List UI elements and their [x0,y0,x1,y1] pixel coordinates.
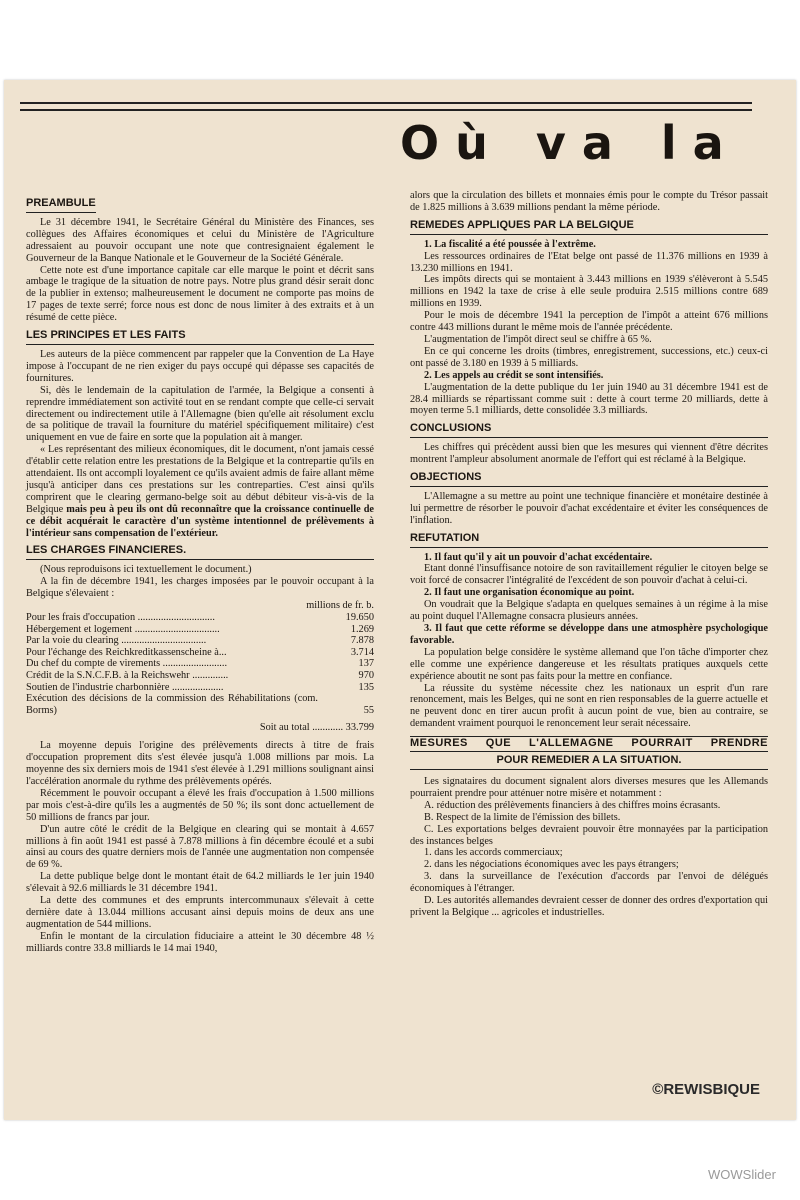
newspaper-page [4,80,796,1120]
paragraph: La moyenne depuis l'origine des prélèvements directs à titre de frais d'occupation proprement dits s'est élevée jusqu'à 1.008 millions par mois. La moyenne des six derniers mois de 1941 s'est élevée à 1.291 millions soulignant ainsi l'accélération anormale du rythme des prélèvements opérés. [26,740,374,787]
table-row: Pour l'échange des Reichkreditkassenscheine à... 3.714 [26,646,374,658]
paragraph: Si, dès le lendemain de la capitulation de l'armée, la Belgique a consenti à reprendre immédiatement son activité tout en se rendant compte que celle-ci servait directement ou indirectement utile à l'Allemagne (bien qu'elle ait résolument exclu de sa politique de travail la fourniture du matériel spécifiquement militaire) c'est uniquement en vue de faire en sorte que la population ait à manger. [26,384,374,444]
right-column [410,190,768,919]
table-row: Crédit de la S.N.C.F.B. à la Reichswehr .............. 970 [26,669,374,681]
subhead: 1. Il faut qu'il y ait un pouvoir d'achat excédentaire. [424,551,653,563]
paragraph: La population belge considère le système allemand que l'on tâche d'importer chez elle comme une expérience dangereuse et les résultats pratiques auxquels cette expérience aboutit ne sont pas faits pour la mettre en confiance. [410,646,768,682]
paragraph: (Nous reproduisons ici textuellement le document.) [40,564,252,576]
section-title-preambule: PREAMBULE [26,198,96,213]
headline: Où va la [400,116,740,170]
section-title-conclusions: CONCLUSIONS [410,423,768,438]
paragraph: Cette note est d'une importance capitale car elle marque le point et décrit sans ambage le tragique de la situation de notre pays. Notre plus grand désir serait donc de la publier in extenso; malheureusement le document ne comporte pas moins de 17 pages de texte serré; force nous est donc de nous limiter à des extraits et à un résumé de cette pièce. [26,264,374,324]
paragraph: La dette publique belge dont le montant était de 64.2 milliards le 1er juin 1940 s'élevait à 92.6 milliards le 31 décembre 1941. [26,871,374,895]
paragraph: alors que la circulation des billets et monnaies émis pour le compte du Trésor passait de 1.825 millions à 3.639 millions pendant la même période. [410,190,768,213]
top-rule [20,102,752,111]
paragraph: On voudrait que la Belgique s'adapta en quelques semaines à un régime à la mise au point duquel l'Allemagne consacra plusieurs années. [410,599,768,623]
left-column [26,192,374,955]
table-row: Du chef du compte de virements ......................... 137 [26,658,374,670]
list-item: C. Les exportations belges devraient pouvoir être monnayées par la participation des instances belges [410,823,768,847]
table-row: Par la voie du clearing ................................. 7.878 [26,635,374,647]
section-title-charges: LES CHARGES FINANCIERES. [26,545,374,560]
paragraph: Récemment le pouvoir occupant a élevé les frais d'occupation à 1.500 millions par mois c'est-à-dire qu'ils les a augmentés de 50 %; ils sont donc actuellement de 50 millions de francs par jour. [26,787,374,823]
total-line: Soit au total ............ 33.799 [259,722,374,734]
paragraph: « Les représentant des milieux économiques, dit le document, n'ont jamais cessé d'établir cette relation entre les prestations de la Belgique et la contrepartie qu'ils en attendaient. Ils ont accompli loyalement ce qu'ils avaient admis de faire allant même jusqu'à anticiper dans ces prestations sur les contreparties. C'est ainsi qu'ils comprirent que le clearing germano-belge soit au début débiteur vis-à-vis de la Belgique mais peu à peu ils ont dû reconnaître que la croissance continuelle de ce débit acquérait le caractère d'un système intentionnel de prélèvements à l'intérieur sans compensation de l'extérieur. [26,444,375,539]
section-title-objections: OBJECTIONS [410,472,768,487]
paragraph: Les auteurs de la pièce commencent par rappeler que la Convention de La Haye impose à l'occupant de ne rien exiger du pays occupé qui dépasse ses capacités de fournitures. [26,348,374,384]
paragraph: Les impôts directs qui se montaient à 3.443 millions en 1939 s'élèveront à 5.545 millions en 1942 la taxe de crise à elle seule produira 2.515 millions contre 689 millions en 1939. [410,274,768,310]
paragraph: En ce qui concerne les droits (timbres, enregistrement, successions, etc.) ceux-ci ont passé de 3.180 en 1939 à 5 milliards. [410,345,768,369]
paragraph: A la fin de décembre 1941, les charges imposées par le pouvoir occupant à la Belgique s'élevaient : [26,576,374,600]
section-title-refutation: REFUTATION [410,533,768,548]
bold-passage: mais peu à peu ils ont dû reconnaître que la croissance continuelle de ce débit acquérait le caractère d'un système intentionnel de prélèvements à l'intérieur sans compensation de l'extérieur. [26,503,375,539]
subhead: 3. Il faut que cette réforme se développe dans une atmosphère psychologique favorable. [410,623,768,646]
charges-table [26,612,374,716]
list-item: 2. dans les négociations économiques avec les pays étrangers; [424,859,679,871]
paragraph: Enfin le montant de la circulation fiduciaire a atteint le 30 décembre 48 ½ milliards contre 33.8 milliards le 14 mai 1940, [26,930,374,954]
table-row: Hébergement et logement ................................. 1.269 [26,623,374,635]
subhead: 2. Il faut une organisation économique au point. [424,587,635,599]
paragraph: Pour le mois de décembre 1941 la perception de l'impôt a atteint 676 millions contre 443 millions durant le même mois de l'année précédente. [410,310,768,334]
paragraph: Le 31 décembre 1941, le Secrétaire Général du Ministère des Finances, ses collègues des Affaires économiques et celui du Ministère de l'Agriculture adressaient au pouvoir occupant une note que contresignaient également le Gouverneur de la Banque Nationale et le Gouverneur de la Société Générale. [26,216,374,264]
paragraph: L'Allemagne a su mettre au point une technique financière et monétaire destinée à lui permettre de résorber le pouvoir d'achat excédentaire et éviter les conséquences de l'inflation. [410,490,768,526]
table-row: Exécution des décisions de la commission des Réhabilitations (com. Borms) 55 [26,693,374,716]
list-item: 3. dans la surveillance de l'exécution d'accords par l'envoi de délégués économiques à l'étranger. [410,871,768,895]
watermark: ©REWISBIQUE [652,1081,760,1098]
paragraph: Les ressources ordinaires de l'Etat belge ont passé de 11.376 millions en 1939 à 13.230 millions en 1941. [410,250,768,274]
subhead: 1. La fiscalité a été poussée à l'extrême. [424,238,596,250]
table-row: Soutien de l'industrie charbonnière .................... 135 [26,681,374,693]
list-item: A. réduction des prélèvements financiers à des chiffres moins écrasants. [424,799,721,811]
table-row: Pour les frais d'occupation .............................. 19.650 [26,612,374,623]
slider-badge[interactable]: WOWSlider [708,1167,776,1182]
paragraph: Etant donné l'insuffisance notoire de son ravitaillement régulier le citoyen belge se voit forcé de consacrer l'intégralité de l'excédent de son pouvoir d'achat à celui-ci. [410,563,768,587]
paragraph: L'augmentation de l'impôt direct seul se chiffre à 65 %. [424,333,652,345]
paragraph: La dette des communes et des emprunts intercommunaux s'élevait à cette dernière date à 13.044 millions accusant ainsi depuis moins de deux ans une augmentation de 544 millions. [26,895,374,930]
paragraph: La réussite du système nécessite chez les nationaux un esprit d'un rare renoncement, mais les Belges, qui ne sont en rien responsables de la guerre actuelle et ne peuvent donc en tirer aucun profit à aucun point de vue, bien au contraire, se demandent vraiment pourquoi le renoncement leur serait nécessaire. [410,682,768,730]
section-title-remedes: REMEDES APPLIQUES PAR LA BELGIQUE [410,220,768,235]
list-item: 1. dans les accords commerciaux; [424,847,563,859]
section-subtitle-mesures: POUR REMEDIER A LA SITUATION. [410,755,768,770]
paragraph: D'un autre côté le crédit de la Belgique en clearing qui se montait à 4.657 millions à fin août 1941 est passé à 7.878 millions à fin décembre écoulé et a subi ainsi au cours des quatre derniers mois de l'année une augmentation non compensée de 69 %. [26,823,374,871]
section-title-principes: LES PRINCIPES ET LES FAITS [26,330,374,345]
list-item: D. Les autorités allemandes devraient cesser de donner des ordres d'exportation qui privent la Belgique ... agricoles et industrielles. [410,895,768,918]
paragraph: Les signataires du document signalent alors diverses mesures que les Allemands pourraient prendre pour atténuer notre misère et notamment : [410,775,768,799]
section-title-mesures: MESURES QUE L'ALLEMAGNE POURRAIT PRENDRE [410,736,768,752]
paragraph: Les chiffres qui précèdent aussi bien que les mesures qui viennent d'être décrites montrent l'ampleur absolument anormale de l'effort qui est réclamé à la Belgique. [410,442,768,466]
list-item: B. Respect de la limite de l'émission des billets. [424,811,621,823]
subhead: 2. Les appels au crédit se sont intensifiés. [424,369,604,381]
unit-label: millions de fr. b. [306,600,374,612]
paragraph: L'augmentation de la dette publique du 1er juin 1940 au 31 décembre 1941 est de 28.4 milliards se répartissant comme suit : dette à court terme 20 milliards, dette à moyen terme 5.1 milliards, dette consolidée 3.3 milliards. [410,381,768,417]
